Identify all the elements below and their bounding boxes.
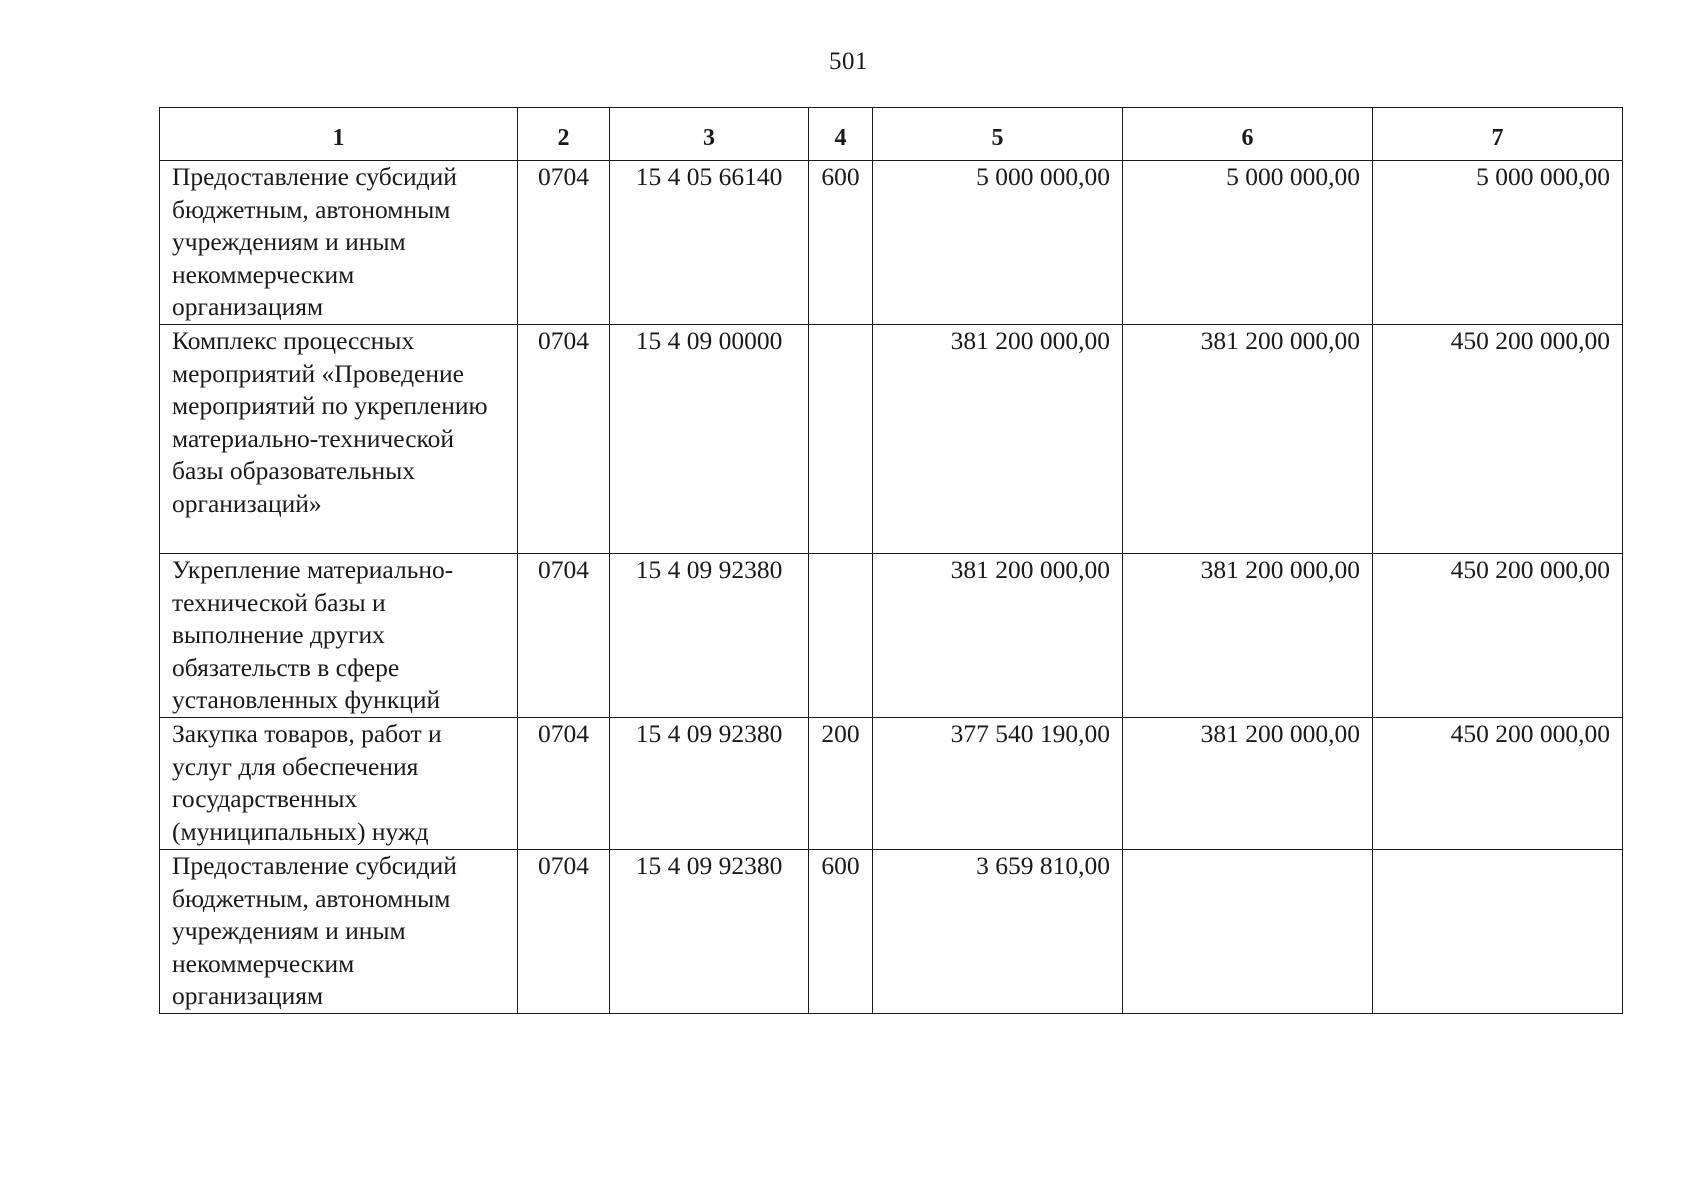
row-amount-1: 5 000 000,00 xyxy=(873,161,1123,325)
row-amount-2 xyxy=(1123,850,1373,1014)
page-number: 501 xyxy=(829,48,868,75)
row-expense-type xyxy=(809,325,873,554)
row-amount-1: 381 200 000,00 xyxy=(873,325,1123,554)
column-header-2: 2 xyxy=(518,108,610,161)
table-row xyxy=(160,718,1623,850)
row-expense-type: 600 xyxy=(809,161,873,325)
table-row xyxy=(160,554,1623,718)
row-section-code: 0704 xyxy=(518,718,610,850)
column-header-5: 5 xyxy=(873,108,1123,161)
row-amount-1: 377 540 190,00 xyxy=(873,718,1123,850)
row-target-code: 15 4 09 00000 xyxy=(610,325,809,554)
row-description: Закупка товаров, работ и услуг для обеспечения государственных (муниципальных) нужд xyxy=(160,718,518,850)
row-description: Укрепление материально-технической базы и выполнение других обязательств в сфере установленных функций xyxy=(160,554,518,718)
row-description: Предоставление субсидий бюджетным, автономным учреждениям и иным некоммерческим организациям xyxy=(160,850,518,1014)
table-row xyxy=(160,161,1623,325)
column-header-3: 3 xyxy=(610,108,809,161)
row-section-code: 0704 xyxy=(518,850,610,1014)
row-amount-2: 381 200 000,00 xyxy=(1123,325,1373,554)
row-target-code: 15 4 09 92380 xyxy=(610,554,809,718)
row-expense-type: 200 xyxy=(809,718,873,850)
row-amount-2: 381 200 000,00 xyxy=(1123,554,1373,718)
row-target-code: 15 4 05 66140 xyxy=(610,161,809,325)
row-target-code: 15 4 09 92380 xyxy=(610,718,809,850)
row-amount-3 xyxy=(1373,850,1623,1014)
column-header-4: 4 xyxy=(809,108,873,161)
row-amount-3: 450 200 000,00 xyxy=(1373,718,1623,850)
row-expense-type xyxy=(809,554,873,718)
row-description: Предоставление субсидий бюджетным, автономным учреждениям и иным некоммерческим организациям xyxy=(160,161,518,325)
table-row xyxy=(160,850,1623,1014)
column-header-7: 7 xyxy=(1373,108,1623,161)
row-section-code: 0704 xyxy=(518,161,610,325)
row-amount-3: 5 000 000,00 xyxy=(1373,161,1623,325)
table-header-row xyxy=(160,108,1623,161)
row-amount-1: 381 200 000,00 xyxy=(873,554,1123,718)
row-amount-3: 450 200 000,00 xyxy=(1373,554,1623,718)
row-amount-1: 3 659 810,00 xyxy=(873,850,1123,1014)
row-expense-type: 600 xyxy=(809,850,873,1014)
row-description: Комплекс процессных мероприятий «Проведение мероприятий по укреплению материально-технической базы образовательных организаций» xyxy=(160,325,518,554)
row-target-code: 15 4 09 92380 xyxy=(610,850,809,1014)
column-header-1: 1 xyxy=(160,108,518,161)
row-amount-2: 5 000 000,00 xyxy=(1123,161,1373,325)
budget-table xyxy=(159,107,1623,1014)
table-row xyxy=(160,325,1623,554)
row-section-code: 0704 xyxy=(518,325,610,554)
row-section-code: 0704 xyxy=(518,554,610,718)
column-header-6: 6 xyxy=(1123,108,1373,161)
row-amount-2: 381 200 000,00 xyxy=(1123,718,1373,850)
row-amount-3: 450 200 000,00 xyxy=(1373,325,1623,554)
